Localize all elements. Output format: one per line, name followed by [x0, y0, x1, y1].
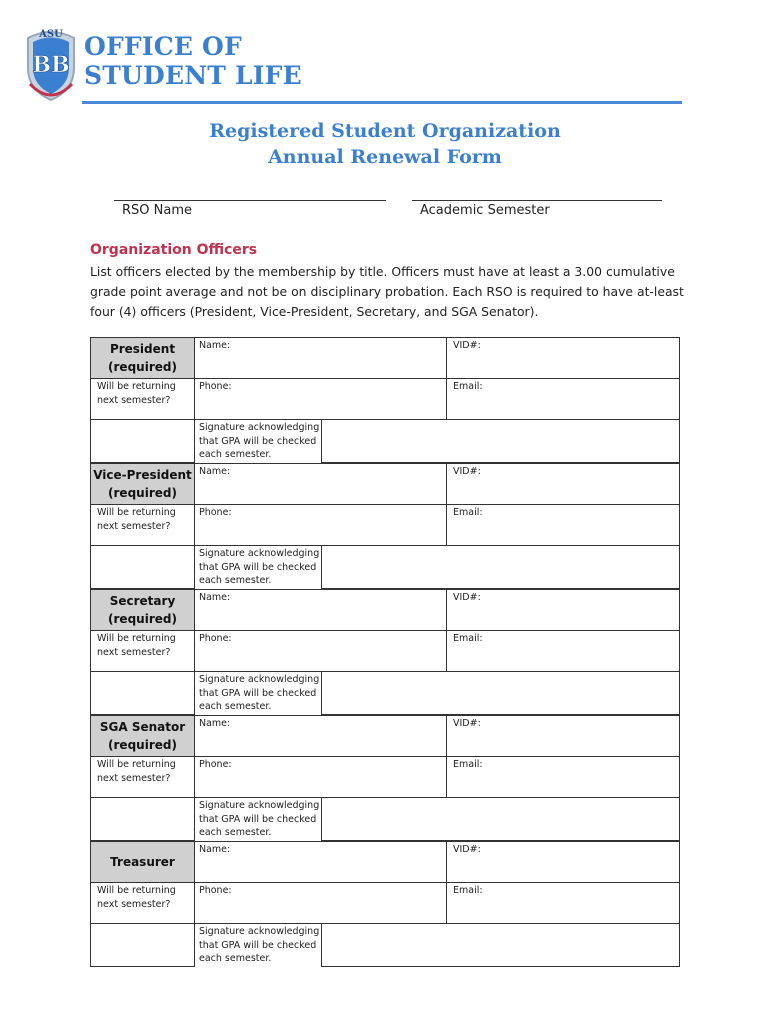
signature-label: that GPA will be checked — [199, 813, 317, 825]
signature-label: Signature acknowledging — [199, 674, 320, 685]
role-title: President — [109, 342, 176, 356]
role-required-note: (required) — [108, 486, 177, 500]
blank-cell — [90, 419, 195, 463]
email-label: Email: — [453, 633, 483, 644]
returning-label: next semester? — [97, 646, 171, 658]
vid-field-secretary[interactable] — [446, 589, 680, 631]
returning-label: next semester? — [97, 394, 171, 406]
role-cell-treasurer — [90, 841, 195, 883]
intro-text — [90, 262, 690, 322]
name-field-vice-president[interactable] — [194, 463, 447, 505]
role-required-note: (required) — [108, 360, 177, 374]
returning-label: next semester? — [97, 772, 171, 784]
vid-field-president[interactable] — [446, 337, 680, 379]
signature-field-treasurer[interactable] — [321, 923, 680, 967]
email-label: Email: — [453, 507, 483, 518]
vid-field-treasurer[interactable] — [446, 841, 680, 883]
signature-label: each semester. — [199, 449, 272, 460]
phone-label: Phone: — [199, 507, 232, 518]
signature-label: that GPA will be checked — [199, 561, 317, 573]
vid-field-sga-senator[interactable] — [446, 715, 680, 757]
vid-label: VID#: — [453, 844, 481, 855]
office-title — [84, 32, 302, 90]
name-label: Name: — [199, 718, 231, 729]
section-heading: Organization Officers — [90, 242, 258, 258]
returning-label: next semester? — [97, 898, 171, 910]
name-label: Name: — [199, 340, 231, 351]
intro-line-2: grade point average and not be on disciplinary probation. Each RSO is required to have at-least — [90, 284, 684, 299]
intro-line-1: List officers elected by the membership by title. Officers must have at least a 3.00 cumulative — [90, 264, 675, 279]
name-field-treasurer[interactable] — [194, 841, 447, 883]
name-field-president[interactable] — [194, 337, 447, 379]
signature-label: each semester. — [199, 701, 272, 712]
phone-field-sga-senator[interactable] — [194, 756, 447, 798]
name-label: Name: — [199, 466, 231, 477]
svg-text:BB: BB — [32, 52, 70, 78]
signature-label: that GPA will be checked — [199, 687, 317, 699]
role-cell-president — [90, 337, 195, 379]
vid-label: VID#: — [453, 718, 481, 729]
returning-label: Will be returning — [97, 381, 176, 392]
returning-label: Will be returning — [97, 885, 176, 896]
rso-name-line[interactable] — [114, 200, 386, 201]
phone-field-president[interactable] — [194, 378, 447, 420]
role-required-note: (required) — [108, 738, 177, 752]
signature-field-secretary[interactable] — [321, 671, 680, 715]
role-title: Secretary — [109, 594, 176, 608]
signature-label: that GPA will be checked — [199, 435, 317, 447]
header-rule — [82, 101, 682, 104]
form-title-line-2: Annual Renewal Form — [268, 146, 502, 168]
phone-label: Phone: — [199, 633, 232, 644]
role-cell-sga-senator — [90, 715, 195, 757]
phone-field-secretary[interactable] — [194, 630, 447, 672]
signature-label: Signature acknowledging — [199, 422, 320, 433]
vid-field-vice-president[interactable] — [446, 463, 680, 505]
asu-shield-logo — [24, 24, 78, 102]
returning-label: Will be returning — [97, 507, 176, 518]
role-title: Treasurer — [110, 855, 175, 869]
office-line-1: OFFICE OF — [84, 32, 242, 61]
name-field-secretary[interactable] — [194, 589, 447, 631]
email-label: Email: — [453, 759, 483, 770]
role-cell-secretary — [90, 589, 195, 631]
signature-label: that GPA will be checked — [199, 939, 317, 951]
academic-semester-label: Academic Semester — [420, 203, 550, 218]
signature-label: each semester. — [199, 953, 272, 964]
academic-semester-line[interactable] — [412, 200, 662, 201]
returning-label: Will be returning — [97, 759, 176, 770]
phone-label: Phone: — [199, 381, 232, 392]
email-label: Email: — [453, 885, 483, 896]
blank-cell — [90, 545, 195, 589]
signature-label: Signature acknowledging — [199, 548, 320, 559]
role-required-note: (required) — [108, 612, 177, 626]
blank-cell — [90, 797, 195, 841]
form-title-line-1: Registered Student Organization — [209, 120, 561, 142]
name-label: Name: — [199, 844, 231, 855]
signature-label: Signature acknowledging — [199, 926, 320, 937]
phone-label: Phone: — [199, 759, 232, 770]
returning-label: Will be returning — [97, 633, 176, 644]
office-line-2: STUDENT LIFE — [84, 61, 302, 90]
blank-cell — [90, 923, 195, 967]
signature-field-vice-president[interactable] — [321, 545, 680, 589]
phone-field-vice-president[interactable] — [194, 504, 447, 546]
signature-label: each semester. — [199, 575, 272, 586]
vid-label: VID#: — [453, 340, 481, 351]
role-title: Vice-President — [93, 468, 192, 482]
name-field-sga-senator[interactable] — [194, 715, 447, 757]
phone-label: Phone: — [199, 885, 232, 896]
blank-cell — [90, 671, 195, 715]
signature-label: each semester. — [199, 827, 272, 838]
role-cell-vice-president — [90, 463, 195, 505]
role-title: SGA Senator — [99, 720, 186, 734]
vid-label: VID#: — [453, 466, 481, 477]
logo-text: ASU — [39, 29, 63, 40]
phone-field-treasurer[interactable] — [194, 882, 447, 924]
vid-label: VID#: — [453, 592, 481, 603]
intro-line-3: four (4) officers (President, Vice-President, Secretary, and SGA Senator). — [90, 304, 539, 319]
returning-label: next semester? — [97, 520, 171, 532]
signature-label: Signature acknowledging — [199, 800, 320, 811]
rso-name-label: RSO Name — [122, 203, 193, 218]
signature-field-president[interactable] — [321, 419, 680, 463]
name-label: Name: — [199, 592, 231, 603]
email-label: Email: — [453, 381, 483, 392]
signature-field-sga-senator[interactable] — [321, 797, 680, 841]
